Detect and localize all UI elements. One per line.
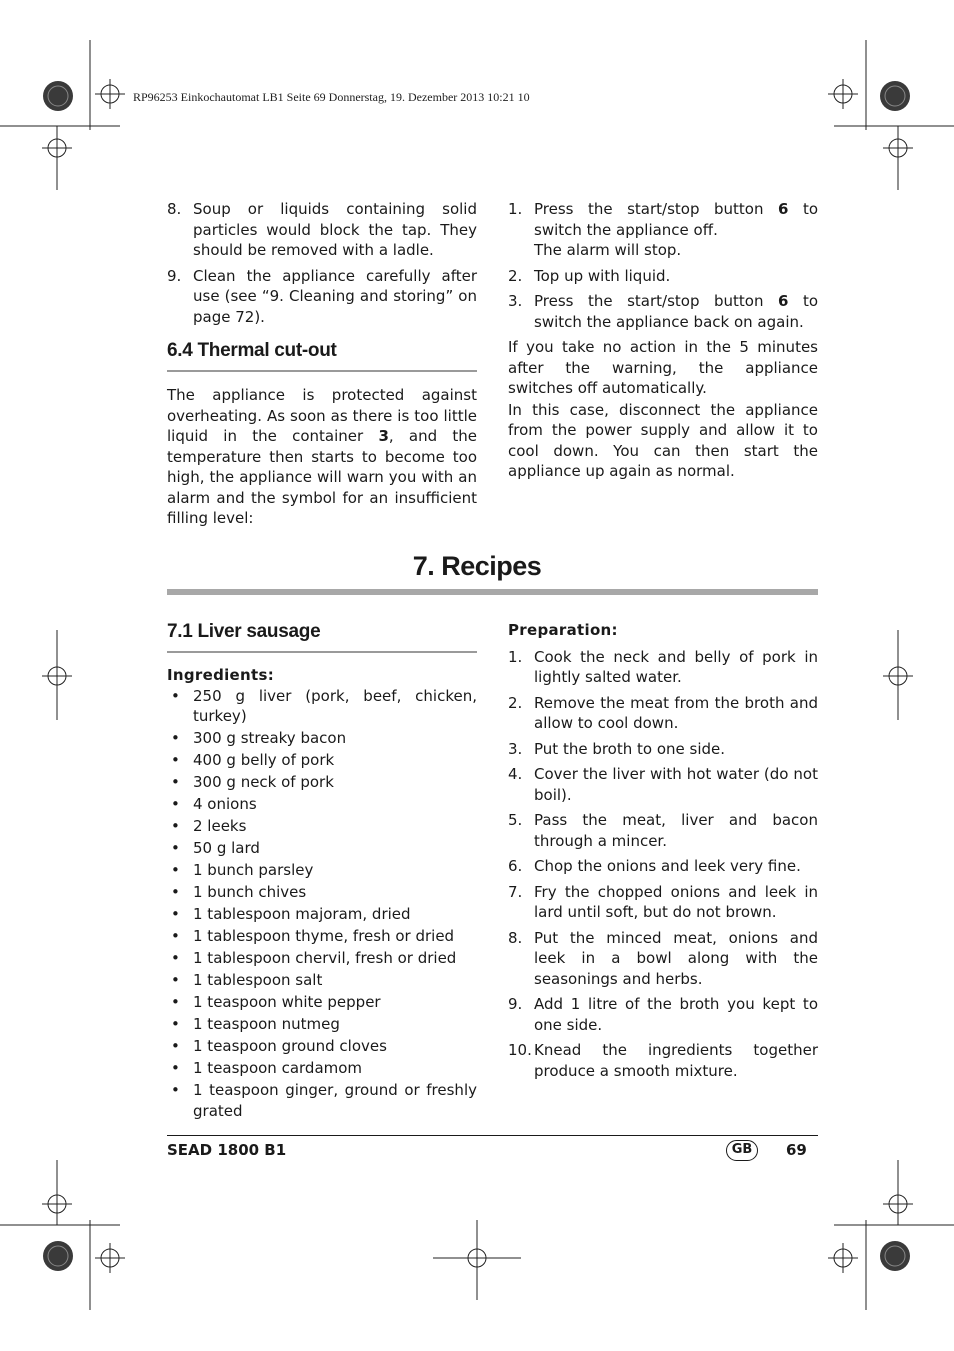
step-text: to switch the appliance back on again. <box>534 292 819 331</box>
chapter-title-rule <box>167 589 818 595</box>
bullet-icon: • <box>171 1081 180 1099</box>
page-number: 69 <box>786 1141 807 1159</box>
thermal-cutout-paragraph <box>167 385 477 529</box>
bullet-icon: • <box>171 1015 180 1033</box>
list-item <box>508 291 818 332</box>
bullet-icon: • <box>171 993 180 1011</box>
ingredient-item <box>167 816 477 837</box>
ingredient-text: 1 tablespoon thyme, fresh or dried <box>193 927 455 945</box>
step-number: 4. <box>508 765 523 783</box>
preparation-step <box>508 739 818 760</box>
preparation-step <box>508 882 818 923</box>
step-text: Clean the appliance carefully after use (see “9. Cleaning and storing” on page 72). <box>193 266 477 326</box>
list-item <box>508 199 818 261</box>
step-number: 9. <box>167 266 182 285</box>
step-number: 5. <box>508 811 523 829</box>
ingredient-item <box>167 728 477 749</box>
preparation-step <box>508 693 818 734</box>
bullet-icon: • <box>171 751 180 769</box>
ingredient-text: 250 g liver (pork, beef, chicken, turkey) <box>193 686 477 725</box>
bullet-icon: • <box>171 1059 180 1077</box>
ingredient-text: 1 teaspoon white pepper <box>193 993 381 1011</box>
heading-underline <box>167 370 477 372</box>
ingredient-item <box>167 860 477 881</box>
ingredient-item <box>167 926 477 947</box>
step-number: 8. <box>508 928 523 947</box>
ingredient-text: 1 tablespoon majoram, dried <box>193 905 411 923</box>
preparation-label: Preparation: <box>508 621 618 639</box>
step-text: Knead the ingredients together produce a smooth mixture. <box>534 1041 818 1080</box>
step-text: Chop the onions and leek very fine. <box>534 857 801 875</box>
ingredient-text: 1 tablespoon chervil, fresh or dried <box>193 949 457 967</box>
heading-underline <box>167 651 477 653</box>
step-number: 6. <box>508 857 523 875</box>
footer-model: SEAD 1800 B1 <box>167 1141 287 1159</box>
ingredient-text: 4 onions <box>193 795 257 813</box>
step-number: 10. <box>508 1041 532 1059</box>
step-text: Top up with liquid. <box>534 266 671 285</box>
step-number: 8. <box>167 200 182 218</box>
ingredient-text: 1 teaspoon ground cloves <box>193 1037 387 1055</box>
ingredient-item <box>167 1080 477 1121</box>
step-text: Add 1 litre of the broth you kept to one side. <box>534 995 818 1034</box>
bullet-icon: • <box>171 883 180 901</box>
ingredient-text: 300 g streaky bacon <box>193 729 347 747</box>
paragraph-text: The appliance is protected against overheating. As soon as there is too little liquid in the container <box>167 386 477 445</box>
ingredients-list <box>167 686 477 1122</box>
step-text: Press the start/stop button <box>534 292 778 310</box>
part-number: 3 <box>378 427 389 445</box>
bullet-icon: • <box>171 839 180 857</box>
step-number: 1. <box>508 200 523 218</box>
preparation-step <box>508 810 818 851</box>
list-item <box>508 266 818 287</box>
bullet-icon: • <box>171 971 180 989</box>
ingredient-text: 1 tablespoon salt <box>193 971 323 989</box>
preparation-step <box>508 764 818 805</box>
ingredient-item <box>167 948 477 969</box>
bullet-icon: • <box>171 686 180 705</box>
ingredient-text: 400 g belly of pork <box>193 751 335 769</box>
ingredient-item <box>167 838 477 859</box>
step-text: Remove the meat from the broth and allow to cool down. <box>534 693 818 732</box>
step-number: 3. <box>508 292 523 310</box>
ingredient-item <box>167 1014 477 1035</box>
alarm-steps-list <box>508 199 818 332</box>
step-text: Put the minced meat, onions and leek in a bowl along with the seasonings and herbs. <box>534 928 818 988</box>
ingredient-text: 50 g lard <box>193 839 260 857</box>
ingredient-item <box>167 882 477 903</box>
chapter-title: 7. Recipes <box>412 551 542 581</box>
step-text: Fry the chopped onions and leek in lard until soft, but do not brown. <box>534 882 818 921</box>
thermal-cutout-body <box>167 385 477 529</box>
bullet-icon: • <box>171 1037 180 1055</box>
ingredient-item <box>167 772 477 793</box>
ingredient-item <box>167 1036 477 1057</box>
preparation-step <box>508 928 818 990</box>
alarm-note: The alarm will stop. <box>534 241 682 259</box>
bullet-icon: • <box>171 861 180 879</box>
bullet-icon: • <box>171 773 180 791</box>
step-number: 2. <box>508 266 523 285</box>
ingredient-item <box>167 970 477 991</box>
ingredient-item <box>167 750 477 771</box>
step-number: 1. <box>508 647 523 666</box>
ingredients-label: Ingredients: <box>167 666 274 684</box>
ingredient-text: 1 teaspoon cardamom <box>193 1059 363 1077</box>
bullet-icon: • <box>171 729 180 747</box>
print-slug-line: RP96253 Einkochautomat LB1 Seite 69 Donnerstag, 19. Dezember 2013 10:21 10 <box>133 90 530 104</box>
step-text: Cook the neck and belly of pork in lightly salted water. <box>534 647 818 686</box>
step-number: 7. <box>508 882 523 901</box>
ingredient-text: 300 g neck of pork <box>193 773 334 791</box>
recipe-heading-liver-sausage: 7.1 Liver sausage <box>167 621 321 642</box>
ingredient-text: 2 leeks <box>193 817 247 835</box>
list-item <box>167 266 477 328</box>
step-number: 2. <box>508 693 523 712</box>
preparation-section <box>508 620 818 1086</box>
preparation-step <box>508 856 818 877</box>
left-top-column <box>167 199 477 332</box>
ingredient-text: 1 bunch chives <box>193 883 307 901</box>
step-text: to switch the appliance off. <box>534 200 819 239</box>
step-number: 3. <box>508 739 523 758</box>
paragraph-text: , and the temperature then starts to become too high, the appliance will warn you with an alarm and the symbol for an insufficient filling level: <box>167 427 477 527</box>
ingredient-item <box>167 686 477 727</box>
cleaning-steps-list <box>167 199 477 327</box>
step-text: Pass the meat, liver and bacon through a mincer. <box>534 811 818 850</box>
list-item <box>167 199 477 261</box>
part-number: 6 <box>778 200 789 218</box>
right-top-column <box>508 199 818 482</box>
section-heading-thermal-cutout: 6.4 Thermal cut-out <box>167 340 337 361</box>
ingredient-item <box>167 992 477 1013</box>
footer-rule <box>167 1135 818 1136</box>
ingredient-item <box>167 1058 477 1079</box>
ingredient-text: 1 teaspoon nutmeg <box>193 1015 340 1033</box>
preparation-step <box>508 1040 818 1081</box>
ingredient-item <box>167 904 477 925</box>
preparation-steps-list <box>508 647 818 1082</box>
bullet-icon: • <box>171 817 180 835</box>
ingredient-item <box>167 794 477 815</box>
preparation-step <box>508 647 818 688</box>
auto-off-paragraph: If you take no action in the 5 minutes after the warning, the appliance switches off automatically. <box>508 338 818 397</box>
cool-down-paragraph: In this case, disconnect the appliance from the power supply and allow it to cool down. You can then start the appliance up again as normal. <box>508 400 818 480</box>
step-text: Put the broth to one side. <box>534 739 726 758</box>
ingredients-section <box>167 665 477 1123</box>
ingredient-text: 1 teaspoon ginger, ground or freshly grated <box>193 1081 477 1120</box>
preparation-step <box>508 994 818 1035</box>
ingredient-text: 1 bunch parsley <box>193 861 314 879</box>
bullet-icon: • <box>171 795 180 813</box>
language-badge: GB <box>726 1140 758 1161</box>
bullet-icon: • <box>171 927 180 945</box>
step-text: Press the start/stop button <box>534 200 778 218</box>
bullet-icon: • <box>171 949 180 967</box>
step-text: Soup or liquids containing solid particles would block the tap. They should be removed with a ladle. <box>193 200 477 259</box>
step-number: 9. <box>508 995 523 1013</box>
step-text: Cover the liver with hot water (do not boil). <box>534 765 818 804</box>
part-number: 6 <box>778 292 789 310</box>
bullet-icon: • <box>171 905 180 923</box>
